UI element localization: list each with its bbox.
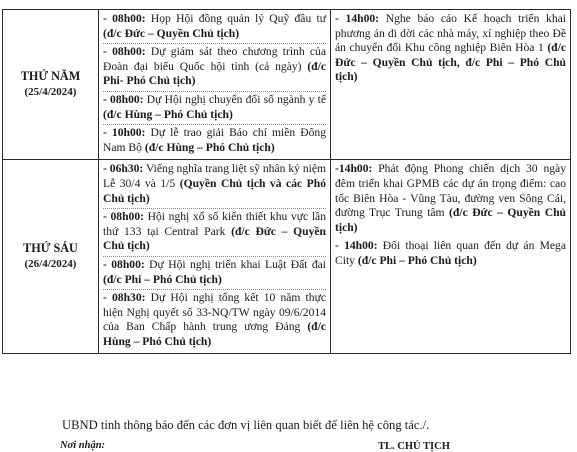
item-text: Phát động Phong chiến dịch 30 ngày đêm triển khai GPMB các dự án trọng điểm: cao tốc Biên Hòa - Vũng Tàu, đường ven Sông Cái, đường Trục Trung tâm (335, 162, 566, 220)
item-time: - 10h00: (103, 126, 146, 140)
schedule-item (335, 238, 566, 271)
item-text: Dự Hội nghị chuyển đổi số ngành y tế (143, 92, 326, 106)
closing-notice: UBND tỉnh thông báo đến các đơn vị liên quan biết để liên hệ công tác./. (62, 418, 430, 432)
item-time: - 14h00: (335, 239, 378, 253)
item-attendee: (đ/c Đức – Quyền Chủ tịch) (103, 224, 326, 253)
schedule-table (2, 9, 571, 354)
item-text: Dự lễ trao giải Báo chí miền Đông Nam Bộ (103, 126, 326, 154)
morning-column (99, 10, 331, 160)
schedule-row-thursday (3, 10, 571, 160)
item-time: - 08h00: (103, 12, 146, 25)
day-name: THỨ NĂM (20, 68, 81, 83)
morning-column (99, 160, 331, 354)
item-text: Đối thoại liên quan đến dự án Mega City (335, 239, 566, 267)
day-date: (25/4/2024) (24, 86, 77, 99)
item-text: Viếng nghĩa trang liệt sỹ nhân kỷ niệm Lễ 30/4 và 1/5 (103, 162, 327, 190)
item-time: - 08h30: (103, 291, 146, 305)
item-attendee: (đ/c Hùng – Phó Chủ tịch) (103, 320, 326, 348)
schedule-item (103, 257, 326, 290)
recipients-label: Nơi nhận: (60, 440, 106, 451)
schedule-item (103, 11, 326, 44)
signer-title: TL. CHỦ TỊCH (378, 441, 450, 452)
schedule-item (335, 161, 566, 238)
item-attendee: (Quyền Chủ tịch và các Phó Chủ tịch) (103, 176, 326, 205)
item-time: - 08h00: (103, 257, 145, 271)
afternoon-column (331, 10, 571, 160)
item-time: - 08h00: (103, 210, 144, 224)
day-cell (3, 160, 99, 354)
item-time: - 08h00: (103, 45, 146, 59)
day-cell (3, 10, 99, 160)
item-attendee: (đ/c Phi – Phó Chủ tịch) (103, 272, 222, 286)
item-text: Dự Hội nghị tổng kết 10 năm thực hiện Nghị quyết số 33-NQ/TW ngày 09/6/2014 của Ban Chấp hành trung ương Đảng (103, 291, 326, 334)
schedule-body (3, 10, 571, 354)
day-date: (26/4/2024) (24, 258, 77, 271)
item-attendee: (đ/c Đức – Quyền Chủ tịch, đ/c Phi – Phó Chủ tịch) (335, 41, 566, 84)
schedule-item (103, 44, 326, 92)
item-time: -14h00: (335, 162, 373, 176)
item-attendee: (đ/c Đức – Quyền Chủ tịch) (103, 26, 240, 40)
item-attendee: (đ/c Hùng – Phó Chủ tịch) (144, 140, 275, 154)
item-text: Hội nghị xổ số kiến thiết khu vực lần thứ 133 tại Central Park (103, 210, 326, 238)
item-attendee: (đ/c Đức – Quyền Chủ tịch) (335, 206, 566, 234)
schedule-row-friday (3, 160, 571, 354)
item-attendee: (đ/c Phi – Phó Chủ tịch) (357, 253, 477, 267)
day-name: THỨ SÁU (23, 240, 78, 255)
item-attendee: (đ/c Hùng – Phó Chủ tịch) (103, 107, 233, 121)
schedule-item (103, 125, 326, 157)
item-time: - 08h00: (103, 92, 144, 106)
schedule-item (335, 11, 566, 88)
item-attendee: (đ/c Phi- Phó Chủ tịch) (103, 59, 326, 88)
afternoon-column (331, 160, 571, 354)
item-text: Họp Hội đồng quản lý Quỹ đầu tư (145, 12, 326, 25)
item-time: - 14h00: (335, 12, 380, 25)
schedule-item (103, 92, 326, 125)
schedule-item (103, 161, 326, 209)
item-text: Nghe báo cáo Kế hoạch triển khai phương án di dời các nhà máy, xí nghiệp theo Đề án chuyển đổi Khu công nghiệp Biên Hòa 1 (335, 12, 567, 55)
item-time: - 06h30: (103, 162, 144, 176)
schedule-item (103, 209, 326, 257)
schedule-item (103, 290, 326, 351)
item-text: Dự Hội nghị triển khai Luật Đất đai (144, 257, 326, 271)
item-text: Dự giám sát theo chương trình của Đoàn đại biểu Quốc hội tỉnh (cả ngày) (103, 45, 326, 73)
